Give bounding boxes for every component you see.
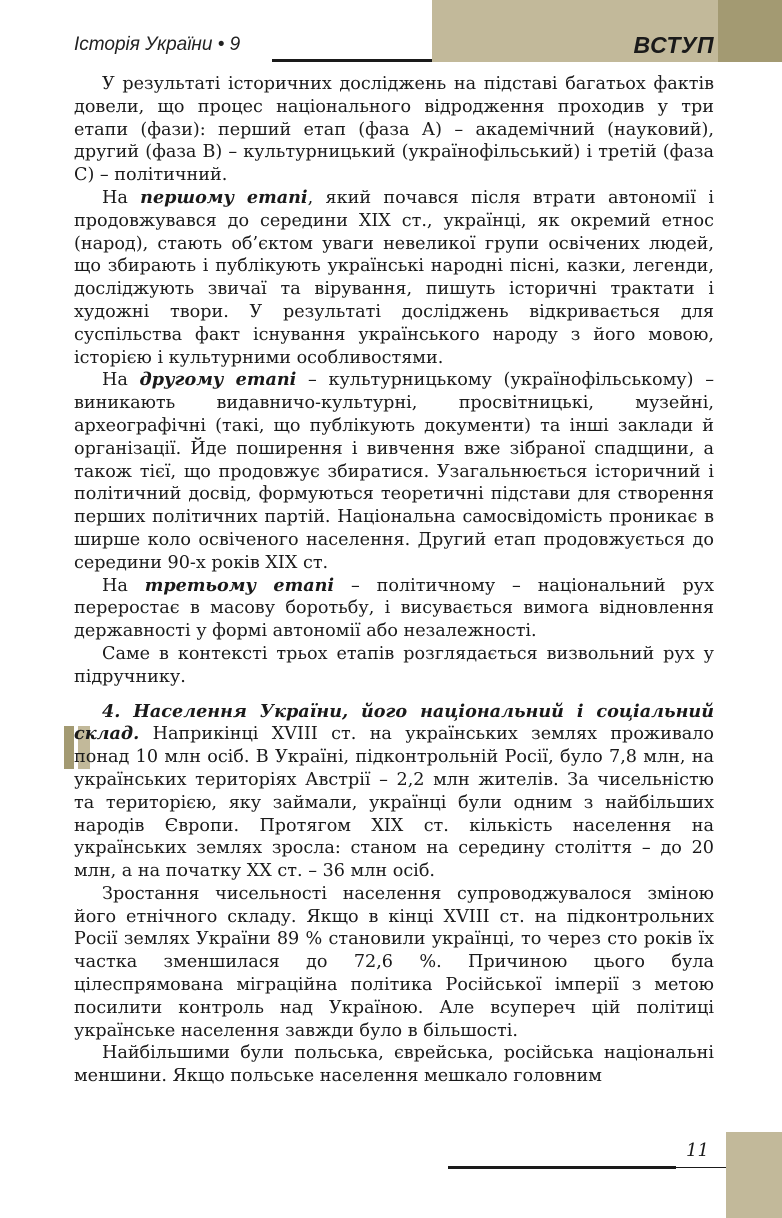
header-rule <box>272 59 432 62</box>
paragraph <box>74 369 714 574</box>
paragraph-text: Наприкінці XVIII ст. на українських землях проживало понад 10 млн осіб. В Україні, підконтрольній Росії, було 7,8 млн, на українських територіях Австрії – 2,2 млн жителів. За чисельністю та територією, яку займали, українці були одним з найбільших народів Європи. Протягом XIX ст. кількість населення на українських землях зросла: станом на середину століття – до 20 млн, а на початку XX ст. – 36 млн осіб. <box>74 724 714 882</box>
paragraph-text: – політичному – національний рух переростає в масову боротьбу, і висувається вимога відновлення державності у формі автономії або незалежності. <box>74 575 714 642</box>
page-body <box>74 73 714 1088</box>
page-number: 11 <box>686 1140 709 1161</box>
emphasis: третьому етапі <box>144 574 335 596</box>
paragraph: Саме в контексті трьох етапів розглядається визвольний рух у підручнику. <box>74 643 714 687</box>
footer-rule-thin <box>676 1167 726 1168</box>
paragraph-text: – культурницькому (українофільському) – виникають видавничо-культурні, просвітницькі, музейні, археографічні (такі, що публікують документи) та інші заклади й організації. Йде поширення і вивчення вже зібраної спадщини, а також тієї, що продовжує збиратися. Узагальнюється історичний і політичний досвід, формуються теоретичні підстави для створення перших політичних партій. Національна самосвідомість проникає в ширше коло освіченого населення. Другий етап продовжується до середини 90-х років XIX ст. <box>74 370 714 573</box>
paragraph <box>74 575 714 643</box>
section-title: ВСТУП <box>633 32 714 58</box>
paragraph-text: На <box>102 575 145 596</box>
section-marker-dark <box>64 726 74 769</box>
emphasis: другому етапі <box>139 369 297 391</box>
section-paragraph <box>74 701 714 883</box>
paragraph-text: , який почався після втрати автономії і продовжувався до середини XIX ст., українці, як окремий етнос (народ), стають об’єктом уваги невеликої групи освічених людей, що збирають і публікують українські народні пісні, казки, легенди, досліджують звичаї та вірування, пишуть історичні трактати і художні твори. У результаті досліджень відкривається для суспільства факт існування українського народу з його мовою, історією і культурними особливостями. <box>74 187 714 368</box>
paragraph: Зростання чисельності населення супроводжувалося зміною його етнічного складу. Якщо в кінці XVIII ст. на підконтрольних Росії землях України 89 % становили українці, то через сто років їх частка зменшилася до 72,6 %. Причиною цього була цілеспрямована міграційна політика Російської імперії з метою посилити контроль над Україною. Але всупереч цій політиці українське населення завжди було в більшості. <box>74 883 714 1041</box>
footer-tab <box>726 1132 782 1218</box>
section-heading: 4. Населення України, його національний і соціальний склад. <box>74 700 714 745</box>
paragraph: Найбільшими були польська, єврейська, російська національні меншини. Якщо польське населення мешкало головним <box>74 1043 714 1087</box>
emphasis: першому етапі <box>140 186 308 208</box>
paragraph <box>74 187 714 369</box>
paragraph-text: На <box>102 370 140 391</box>
book-title: Історія України • 9 <box>74 34 241 55</box>
paragraph: У результаті історичних досліджень на підставі багатьох фактів довели, що процес національного відродження проходив у три етапи (фази): перший етап (фаза А) – академічний (науковий), другий (фаза В) – культурницький (українофільський) і третій (фаза С) – політичний. <box>74 74 714 186</box>
header-tab <box>718 0 782 62</box>
footer-rule <box>448 1166 676 1169</box>
paragraph-text: На <box>102 187 141 208</box>
